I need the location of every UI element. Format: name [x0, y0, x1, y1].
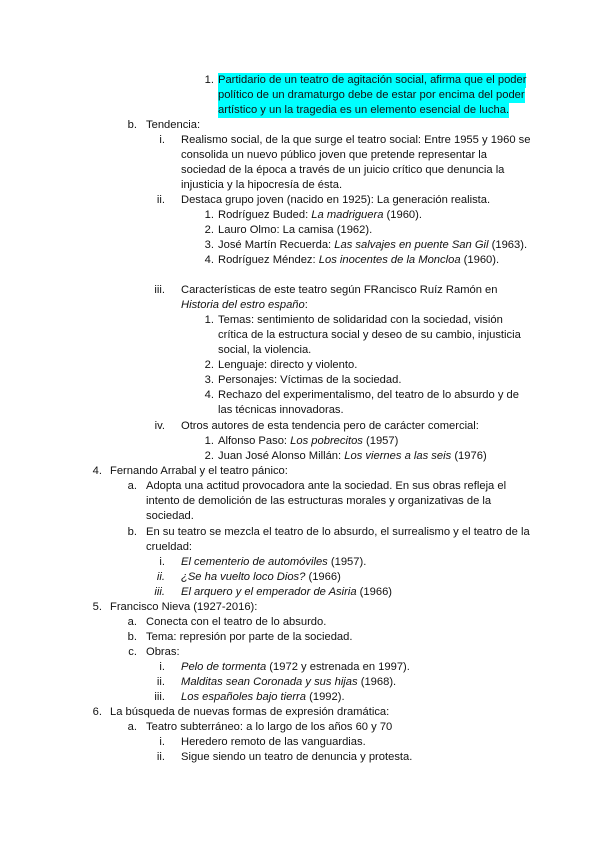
paragraph-line: sociedad de la época a través de un juicio crítico que denuncia la	[181, 164, 505, 176]
paragraph-line: Personajes: Víctimas de la sociedad.	[218, 374, 402, 386]
paragraph-line: Heredero remoto de las vanguardias.	[181, 736, 366, 748]
paragraph-line: Otros autores de esta tendencia pero de carácter comercial:	[181, 420, 479, 432]
author-entry: Juan José Alonso Millán: Los viernes a las seis (1976)	[218, 450, 487, 462]
author-entry: Rodríguez Méndez: Los inocentes de la Moncloa (1960).	[218, 254, 500, 266]
paragraph-line: Sigue siendo un teatro de denuncia y protesta.	[181, 751, 413, 763]
work-entry: El cementerio de automóviles (1957).	[181, 556, 367, 568]
list-number: 5.	[92, 601, 102, 613]
paragraph-line: crítica de la estructura social y deseo de su cambio, injusticia	[218, 329, 521, 341]
list-number: 2.	[204, 359, 214, 371]
list-number: 1.	[204, 314, 214, 326]
list-letter: a.	[127, 616, 137, 628]
roman-numeral: i.	[159, 556, 165, 568]
list-number: 1.	[204, 435, 214, 447]
paragraph-line: Teatro subterráneo: a lo largo de los años 60 y 70	[146, 721, 393, 733]
highlighted-line: político de un dramaturgo debe de estar por encima del poder	[218, 89, 525, 101]
paragraph-line: intento de demolición de las estructuras morales y organizativas de la	[146, 495, 492, 507]
paragraph-line: Características de este teatro según FRancisco Ruíz Ramón en	[181, 284, 498, 296]
paragraph-line: En su teatro se mezcla el teatro de lo absurdo, el surrealismo y el teatro de la	[146, 526, 530, 538]
roman-numeral: ii.	[156, 571, 165, 583]
list-letter: b.	[127, 119, 137, 131]
work-entry: El arquero y el emperador de Asiria (1966)	[181, 586, 393, 598]
highlighted-line: artístico y un la tragedia es un elemento esencial de lucha.	[218, 104, 510, 116]
work-entry: Los españoles bajo tierra (1992).	[181, 691, 345, 703]
paragraph-line: Historia del estro españo:	[181, 299, 308, 311]
paragraph-line: Rechazo del experimentalismo, del teatro de lo absurdo y de	[218, 389, 519, 401]
list-number: 2.	[204, 450, 214, 462]
paragraph-line: Conecta con el teatro de lo absurdo.	[146, 616, 327, 628]
list-letter: a.	[127, 480, 137, 492]
paragraph-line: Tema: represión por parte de la sociedad.	[146, 631, 353, 643]
list-letter: a.	[127, 721, 137, 733]
section-title: Tendencia:	[146, 119, 201, 131]
list-number: 3.	[204, 374, 214, 386]
paragraph-line: las técnicas innovadoras.	[218, 404, 344, 416]
list-number: 1.	[204, 209, 214, 221]
list-letter: c.	[128, 646, 137, 658]
paragraph-line: Realismo social, de la que surge el teatro social: Entre 1955 y 1960 se	[181, 134, 531, 146]
author-entry: Alfonso Paso: Los pobrecitos (1957)	[218, 435, 399, 447]
section-title: La búsqueda de nuevas formas de expresión dramática:	[110, 706, 390, 718]
list-letter: b.	[127, 526, 137, 538]
highlighted-line: Partidario de un teatro de agitación social, afirma que el poder	[218, 74, 527, 86]
work-entry: Pelo de tormenta (1972 y estrenada en 1997).	[181, 661, 410, 673]
list-number: 4.	[92, 465, 102, 477]
list-number: 4.	[204, 254, 214, 266]
paragraph-line: Destaca grupo joven (nacido en 1925): La generación realista.	[181, 194, 491, 206]
paragraph-line: Adopta una actitud provocadora ante la sociedad. En sus obras refleja el	[146, 480, 507, 492]
paragraph-line: consolida un nuevo público joven que pretende representar la	[181, 149, 488, 161]
list-number: 6.	[92, 706, 102, 718]
paragraph-line: Obras:	[146, 646, 180, 658]
list-number: 4.	[204, 389, 214, 401]
work-entry: Malditas sean Coronada y sus hijas (1968).	[181, 676, 397, 688]
paragraph-line: crueldad:	[146, 541, 193, 553]
roman-numeral: ii.	[156, 194, 165, 206]
roman-numeral: iii.	[154, 586, 165, 598]
paragraph-line: sociedad.	[146, 510, 194, 522]
section-title: Francisco Nieva (1927-2016):	[110, 601, 258, 613]
paragraph-line: Lenguaje: directo y violento.	[218, 359, 358, 371]
paragraph-line: injusticia y la hipocresía de ésta.	[181, 179, 343, 191]
roman-numeral: iii.	[154, 691, 165, 703]
list-number: 3.	[204, 239, 214, 251]
list-number: 1.	[204, 74, 214, 86]
work-entry: ¿Se ha vuelto loco Dios? (1966)	[181, 571, 341, 583]
roman-numeral: iii.	[154, 284, 165, 296]
author-entry: Rodríguez Buded: La madriguera (1960).	[218, 209, 422, 221]
roman-numeral: iv.	[154, 420, 165, 432]
roman-numeral: i.	[159, 661, 165, 673]
roman-numeral: ii.	[156, 751, 165, 763]
list-letter: b.	[127, 631, 137, 643]
list-number: 2.	[204, 224, 214, 236]
roman-numeral: i.	[159, 134, 165, 146]
section-title: Fernando Arrabal y el teatro pánico:	[110, 465, 288, 477]
author-entry: Lauro Olmo: La camisa (1962).	[218, 224, 373, 236]
author-entry: José Martín Recuerda: Las salvajes en puente San Gil (1963).	[218, 239, 528, 251]
roman-numeral: i.	[159, 736, 165, 748]
paragraph-line: social, la violencia.	[218, 344, 312, 356]
roman-numeral: ii.	[156, 676, 165, 688]
paragraph-line: Temas: sentimiento de solidaridad con la sociedad, visión	[218, 314, 503, 326]
